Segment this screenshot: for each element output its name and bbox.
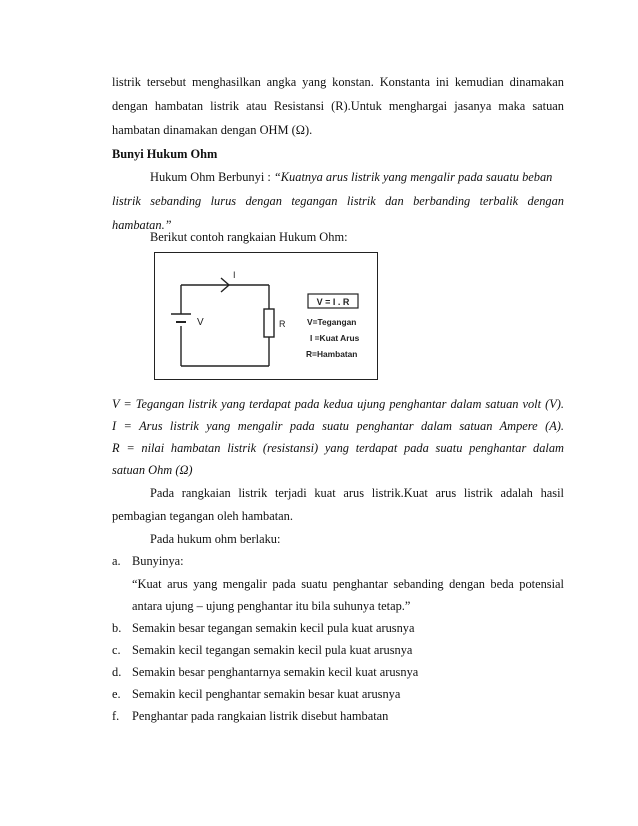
list-item-text: Semakin kecil tegangan semakin kecil pula kuat arusnya [132, 643, 413, 657]
circuit-diagram [155, 253, 379, 381]
list-item-text: Bunyinya: [132, 554, 184, 568]
list-item-text: Semakin kecil penghantar semakin besar kuat arusnya [132, 687, 401, 701]
legend-current: I =Kuat Arus [310, 333, 360, 343]
legend-resistance: R=Hambatan [306, 349, 358, 359]
paragraph-line: pembagian tegangan oleh hambatan. [112, 509, 293, 523]
section-heading: Bunyi Hukum Ohm [112, 147, 218, 161]
list-letter: d. [112, 665, 122, 679]
list-quote-line: “Kuat arus yang mengalir pada suatu penghantar sebanding dengan beda potensial [132, 577, 564, 591]
list-letter: e. [112, 687, 121, 701]
resistor-label: R [279, 319, 286, 329]
formula-text: V = I . R [316, 297, 350, 307]
example-intro: Berikut contoh rangkaian Hukum Ohm: [150, 230, 348, 244]
statement-quote-line: listrik sebanding lurus dengan tegangan listrik dan berbanding terbalik dengan [112, 194, 564, 208]
list-quote-line: antara ujung – ujung penghantar itu bila suhunya tetap.” [132, 599, 411, 613]
list-item-text: Semakin besar tegangan semakin kecil pula kuat arusnya [132, 621, 415, 635]
definition-resistance: satuan Ohm (Ω) [112, 463, 193, 477]
paragraph-line: Pada rangkaian listrik terjadi kuat arus listrik.Kuat arus listrik adalah hasil [150, 486, 564, 500]
list-letter: f. [112, 709, 120, 723]
list-item-text: Penghantar pada rangkaian listrik disebut hambatan [132, 709, 389, 723]
paragraph-line: listrik tersebut menghasilkan angka yang konstan. Konstanta ini kemudian dinamakan [112, 75, 564, 89]
definition-voltage: V = Tegangan listrik yang terdapat pada kedua ujung penghantar dalam satuan volt (V). [112, 397, 564, 411]
list-item-text: Semakin besar penghantarnya semakin kecil kuat arusnya [132, 665, 419, 679]
list-letter: a. [112, 554, 121, 568]
statement-lead: Hukum Ohm Berbunyi : [150, 170, 274, 184]
paragraph-line: dengan hambatan listrik atau Resistansi (R).Untuk menghargai jasanya maka satuan [112, 99, 564, 113]
list-letter: c. [112, 643, 121, 657]
current-label: I [233, 270, 236, 280]
voltage-label: V [197, 317, 204, 328]
definition-current: I = Arus listrik yang mengalir pada suatu penghantar dalam satuan Ampere (A). [112, 419, 564, 433]
statement-quote: “Kuatnya arus listrik yang mengalir pada sauatu beban [273, 170, 553, 184]
legend-voltage: V=Tegangan [307, 317, 357, 327]
statement-line [150, 169, 564, 185]
ohm-circuit-figure [154, 252, 378, 380]
list-intro: Pada hukum ohm berlaku: [150, 532, 281, 546]
paragraph-line: hambatan dinamakan dengan OHM (Ω). [112, 123, 313, 137]
statement-quote-line: hambatan.” [112, 218, 172, 232]
definition-resistance: R = nilai hambatan listrik (resistansi) yang terdapat pada suatu penghantar dalam [112, 441, 564, 455]
list-letter: b. [112, 621, 122, 635]
